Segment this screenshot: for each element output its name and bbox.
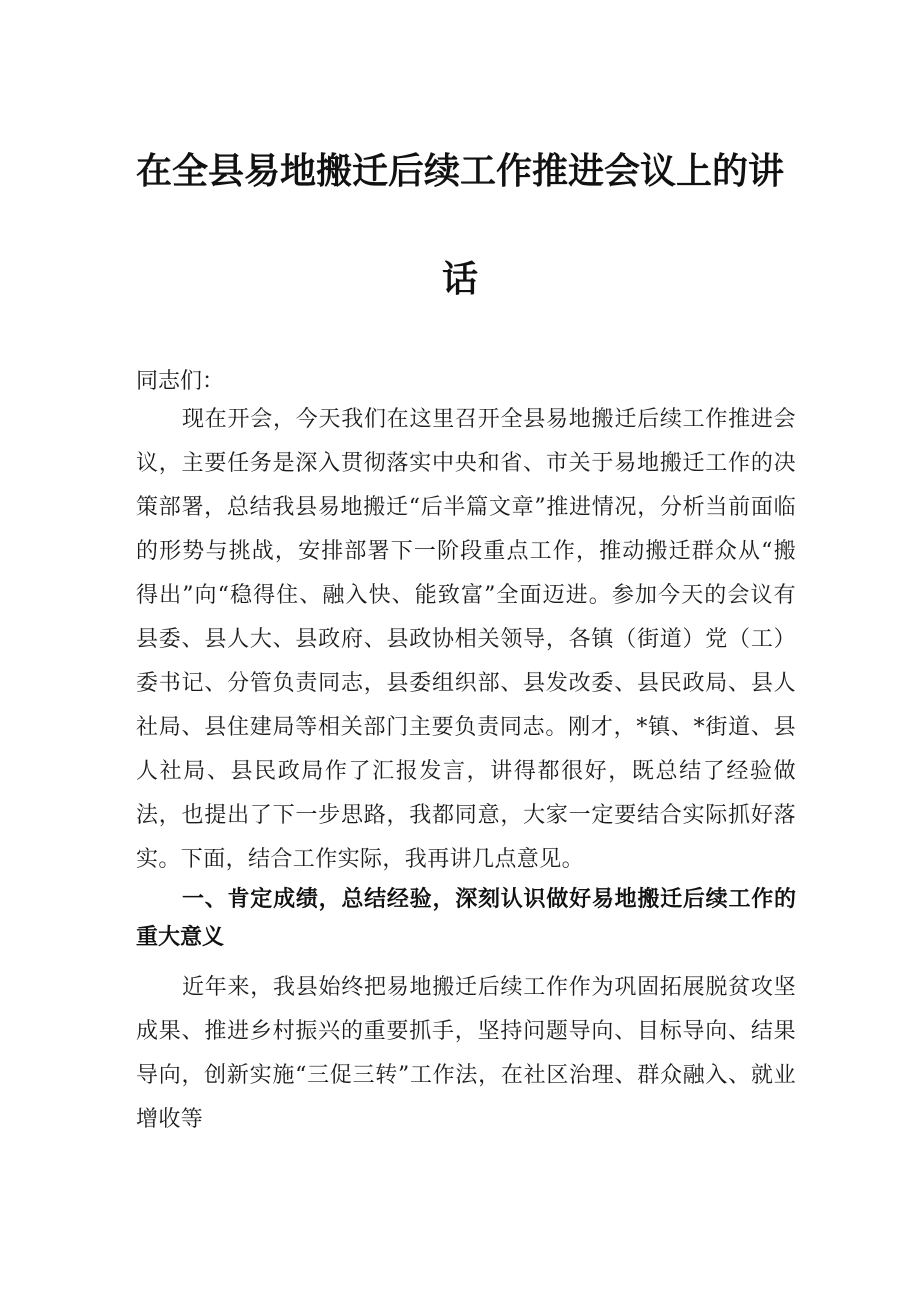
salutation: 同志们：	[136, 369, 225, 394]
section-heading-1: 一、肯定成绩，总结经验，深刻认识做好易地搬迁后续工作的重大意义	[136, 887, 796, 950]
paragraph-opening: 现在开会，今天我们在这里召开全县易地搬迁后续工作推进会议，主要任务是深入贯彻落实中央和省、市关于易地搬迁工作的决策部署，总结我县易地搬迁“后半篇文章”推进情况，分析当前面临的形势与挑战，安排部署下一阶段重点工作，推动搬迁群众从“搬得出”向“稳得住、融入快、能致富”全面迈进。参加今天的会议有县委、县人大、县政府、县政协相关领导，各镇（街道）党（工）委书记、分管负责同志，县委组织部、县发改委、县民政局、县人社局、县住建局等相关部门主要负责同志。刚才，*镇、*街道、县人社局、县民政局作了汇报发言，讲得都很好，既总结了经验做法，也提出了下一步思路，我都同意，大家一定要结合实际抓好落实。下面，结合工作实际，我再讲几点意见。	[136, 407, 796, 872]
document-title-line-2: 话	[441, 259, 478, 300]
paragraph-section-1: 近年来，我县始终把易地搬迁后续工作作为巩固拓展脱贫攻坚成果、推进乡村振兴的重要抓手，坚持问题导向、目标导向、结果导向，创新实施“三促三转”工作法，在社区治理、群众融入、就业增收等	[136, 975, 796, 1132]
document-title-line-1: 在全县易地搬迁后续工作推进会议上的讲	[135, 151, 784, 192]
